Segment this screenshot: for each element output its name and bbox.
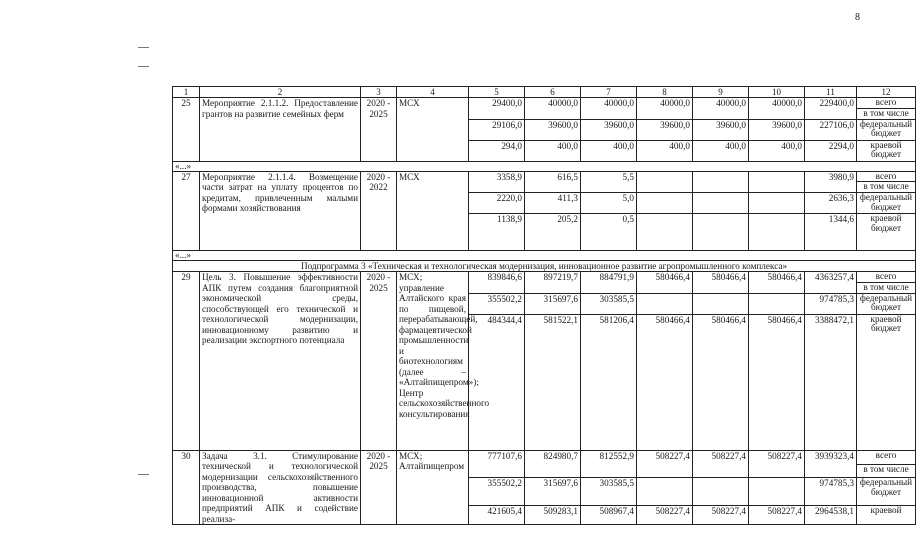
value-cell: 839846,6	[469, 272, 525, 293]
column-number: 11	[805, 87, 857, 98]
value-cell: 884791,9	[581, 272, 637, 293]
row-number: 29	[173, 272, 200, 450]
executor: МСХ	[397, 98, 469, 161]
value-cell	[637, 192, 693, 213]
value-cell	[693, 192, 749, 213]
value-cell: 580466,4	[637, 272, 693, 293]
value-cell: 3980,9	[805, 171, 857, 192]
ellipsis: «...»	[173, 250, 916, 260]
column-number: 8	[637, 87, 693, 98]
measure-description: Цель 3. Повышение эффективности АПК путем создания благоприятной экономической среды, способствующей его технической и технологической модернизации, инновационному развитию и реализации экспортного потенциала	[200, 272, 361, 450]
value-cell: 0,5	[581, 213, 637, 250]
value-cell: 400,0	[581, 140, 637, 161]
column-number: 10	[749, 87, 805, 98]
table-row	[173, 171, 916, 182]
budget-label: в том числе	[857, 283, 916, 294]
value-cell: 229400,0	[805, 98, 857, 119]
budget-label: всего	[857, 171, 916, 182]
value-cell: 777107,6	[469, 450, 525, 478]
value-cell	[637, 293, 693, 314]
period: 2020 - 2022	[361, 171, 397, 250]
value-cell: 421605,4	[469, 505, 525, 524]
budget-table	[172, 86, 916, 525]
value-cell	[637, 213, 693, 250]
subprogram-row	[173, 260, 916, 271]
value-cell: 40000,0	[637, 98, 693, 119]
value-cell: 400,0	[637, 140, 693, 161]
budget-label: в том числе	[857, 464, 916, 478]
row-number: 27	[173, 171, 200, 250]
column-number: 1	[173, 87, 200, 98]
value-cell: 400,0	[749, 140, 805, 161]
margin-mark	[138, 66, 149, 67]
column-number: 4	[397, 87, 469, 98]
value-cell	[637, 171, 693, 192]
column-number: 6	[525, 87, 581, 98]
value-cell: 3388472,1	[805, 314, 857, 450]
executor: МСХ	[397, 171, 469, 250]
value-cell: 2964538,1	[805, 505, 857, 524]
value-cell: 315697,6	[525, 293, 581, 314]
value-cell: 39600,0	[581, 119, 637, 140]
value-cell: 2636,3	[805, 192, 857, 213]
value-cell: 4363257,4	[805, 272, 857, 293]
value-cell: 40000,0	[581, 98, 637, 119]
measure-description: Задача 3.1. Стимулирование технической и технологической модернизации сельскохозяйственного производства, повышение инновационной активности предприятий АПК и содействие реализа-	[200, 450, 361, 524]
value-cell: 303585,5	[581, 293, 637, 314]
value-cell	[749, 213, 805, 250]
value-cell: 2220,0	[469, 192, 525, 213]
value-cell: 581522,1	[525, 314, 581, 450]
budget-label: краевой бюджет	[857, 213, 916, 250]
budget-label: краевой	[857, 505, 916, 524]
value-cell: 3939323,4	[805, 450, 857, 478]
column-number: 12	[857, 87, 916, 98]
value-cell	[749, 293, 805, 314]
value-cell	[693, 171, 749, 192]
value-cell: 400,0	[693, 140, 749, 161]
value-cell: 40000,0	[749, 98, 805, 119]
column-number: 7	[581, 87, 637, 98]
budget-label: федеральный бюджет	[857, 293, 916, 314]
value-cell: 508967,4	[581, 505, 637, 524]
value-cell: 508227,4	[637, 450, 693, 478]
value-cell: 303585,5	[581, 478, 637, 505]
header-row	[173, 87, 916, 98]
table-row	[173, 98, 916, 109]
table-row	[173, 450, 916, 464]
budget-label: федеральный бюджет	[857, 119, 916, 140]
period: 2020 - 2025	[361, 272, 397, 450]
value-cell: 580466,4	[693, 314, 749, 450]
value-cell: 294,0	[469, 140, 525, 161]
value-cell: 580466,4	[637, 314, 693, 450]
executor: МСХ; управление Алтайского края по пищевой, перерабатывающей, фармацевтической промышленности и биотехнологиям (далее – «Алтайпищепром»); Центр сельскохозяйственного консультирования	[397, 272, 469, 450]
value-cell	[693, 213, 749, 250]
value-cell: 974785,3	[805, 478, 857, 505]
subprogram-title: Подпрограмма 3 «Техническая и технологическая модернизация, инновационное развитие агропромышленного комплекса»	[173, 260, 916, 271]
ellipsis: «...»	[173, 161, 916, 171]
row-number: 25	[173, 98, 200, 161]
value-cell: 2294,0	[805, 140, 857, 161]
executor: МСХ; Алтайпищепром	[397, 450, 469, 524]
value-cell: 508227,4	[749, 505, 805, 524]
budget-label: краевой бюджет	[857, 314, 916, 450]
budget-label: всего	[857, 272, 916, 283]
column-number: 3	[361, 87, 397, 98]
value-cell: 581206,4	[581, 314, 637, 450]
value-cell: 39600,0	[637, 119, 693, 140]
value-cell: 3358,9	[469, 171, 525, 192]
value-cell: 5,5	[581, 171, 637, 192]
value-cell: 580466,4	[693, 272, 749, 293]
value-cell: 315697,6	[525, 478, 581, 505]
value-cell: 508227,4	[693, 450, 749, 478]
value-cell	[749, 192, 805, 213]
ellipsis-row	[173, 250, 916, 260]
measure-description: Мероприятие 2.1.1.4. Возмещение части затрат на уплату процентов по кредитам, привлеченным малыми формами хозяйствования	[200, 171, 361, 250]
period: 2020 - 2025	[361, 450, 397, 524]
row-number: 30	[173, 450, 200, 524]
budget-label: в том числе	[857, 108, 916, 119]
budget-label: федеральный бюджет	[857, 478, 916, 505]
value-cell: 509283,1	[525, 505, 581, 524]
value-cell: 227106,0	[805, 119, 857, 140]
value-cell: 400,0	[525, 140, 581, 161]
margin-mark	[138, 474, 149, 475]
value-cell	[637, 478, 693, 505]
value-cell: 29400,0	[469, 98, 525, 119]
value-cell: 974785,3	[805, 293, 857, 314]
value-cell	[693, 293, 749, 314]
budget-label: краевой бюджет	[857, 140, 916, 161]
value-cell: 508227,4	[637, 505, 693, 524]
value-cell: 824980,7	[525, 450, 581, 478]
value-cell: 355502,2	[469, 293, 525, 314]
value-cell: 29106,0	[469, 119, 525, 140]
value-cell	[749, 171, 805, 192]
value-cell: 39600,0	[749, 119, 805, 140]
value-cell: 580466,4	[749, 314, 805, 450]
column-number: 9	[693, 87, 749, 98]
value-cell: 580466,4	[749, 272, 805, 293]
value-cell: 508227,4	[749, 450, 805, 478]
ellipsis-row	[173, 161, 916, 171]
margin-mark	[138, 47, 149, 48]
value-cell: 355502,2	[469, 478, 525, 505]
value-cell: 5,0	[581, 192, 637, 213]
value-cell: 411,3	[525, 192, 581, 213]
column-number: 5	[469, 87, 525, 98]
value-cell	[693, 478, 749, 505]
page-number: 8	[855, 12, 860, 23]
value-cell: 39600,0	[693, 119, 749, 140]
budget-label: в том числе	[857, 182, 916, 193]
budget-label: всего	[857, 98, 916, 109]
value-cell: 40000,0	[525, 98, 581, 119]
value-cell: 1138,9	[469, 213, 525, 250]
value-cell	[749, 478, 805, 505]
measure-description: Мероприятие 2.1.1.2. Предоставление грантов на развитие семейных ферм	[200, 98, 361, 161]
value-cell: 812552,9	[581, 450, 637, 478]
value-cell: 508227,4	[693, 505, 749, 524]
value-cell: 205,2	[525, 213, 581, 250]
value-cell: 484344,4	[469, 314, 525, 450]
value-cell: 897219,7	[525, 272, 581, 293]
value-cell: 39600,0	[525, 119, 581, 140]
budget-label: федеральный бюджет	[857, 192, 916, 213]
value-cell: 616,5	[525, 171, 581, 192]
value-cell: 1344,6	[805, 213, 857, 250]
table-row	[173, 272, 916, 283]
column-number: 2	[200, 87, 361, 98]
period: 2020 - 2025	[361, 98, 397, 161]
value-cell: 40000,0	[693, 98, 749, 119]
budget-label: всего	[857, 450, 916, 464]
